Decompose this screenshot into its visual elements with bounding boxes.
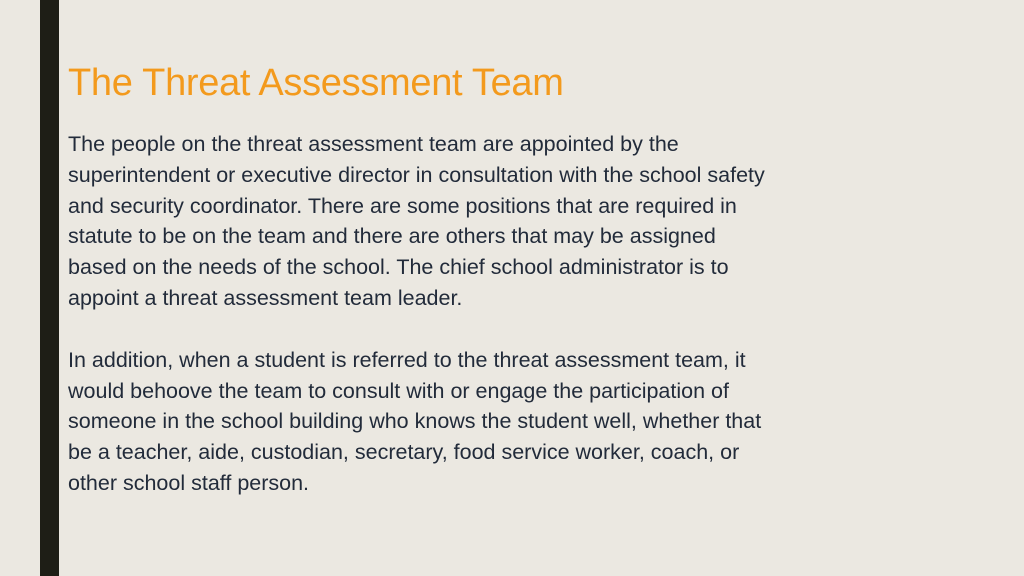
paragraph-spacer [68, 314, 888, 345]
paragraph-appointment [68, 129, 888, 314]
text-line: other school staff person. [68, 470, 310, 495]
text-line: The people on the threat assessment team are appointed by the [68, 132, 679, 156]
text-line: superintendent or executive director in consultation with the school safety [68, 162, 765, 187]
text-line: In addition, when a student is referred to the threat assessment team, it [68, 347, 746, 372]
text-line: someone in the school building who knows the student well, whether that [68, 409, 762, 434]
text-line: be a teacher, aide, custodian, secretary, food service worker, coach, or [68, 440, 740, 465]
text-line: and security coordinator. There are some positions that are required in [68, 193, 737, 218]
text-line: statute to be on the team and there are others that may be assigned [68, 224, 716, 249]
slide-body [68, 129, 888, 499]
text-line: appoint a threat assessment team leader. [68, 285, 463, 310]
text-line: based on the needs of the school. The chief school administrator is to [68, 255, 729, 280]
text-line: would behoove the team to consult with or engage the participation of [68, 378, 729, 403]
accent-bar [40, 0, 59, 576]
slide-title: The Threat Assessment Team [68, 62, 564, 104]
paragraph-referral [68, 345, 888, 499]
